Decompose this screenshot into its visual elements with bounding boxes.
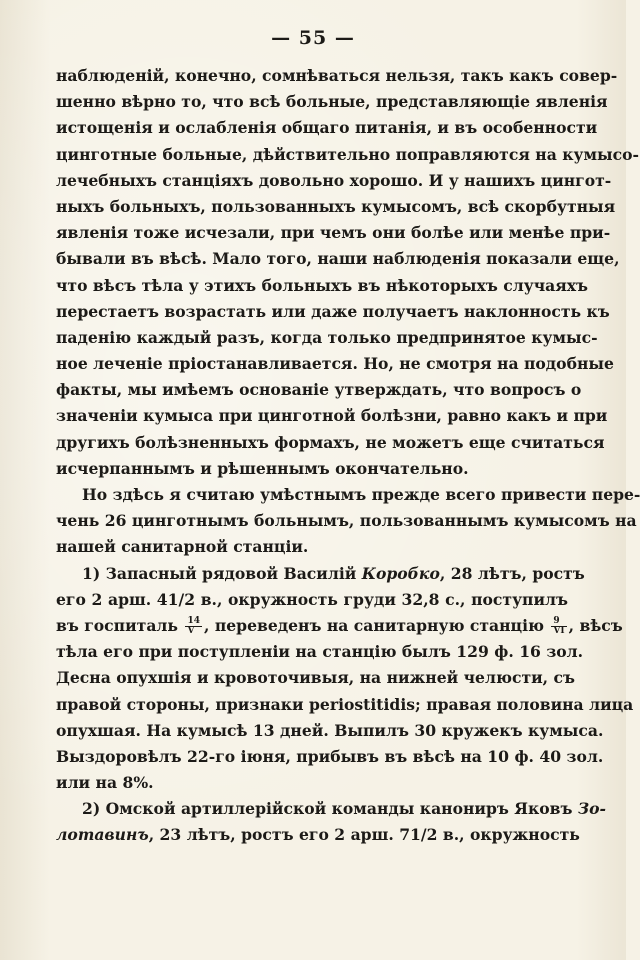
case-text: въ госпиталь [56, 615, 184, 635]
paragraph-kumys-observations [56, 63, 640, 482]
paragraph-patient-list-intro [56, 482, 640, 561]
patient-surname: Зо- [577, 799, 607, 819]
case-text: , переведенъ на санитарную станцію [203, 615, 550, 635]
text-line: исчерпаннымъ и рѣшеннымъ окончательно. [56, 458, 469, 478]
case-text: 2) Омской артиллерійской команды канониръ Яковъ [82, 799, 578, 819]
case-entry-2 [56, 796, 607, 848]
text-line: или на 8%. [56, 773, 154, 793]
text-line: ныхъ больныхъ, пользованныхъ кумысомъ, всѣ скорбутныя [56, 196, 616, 216]
text-line: Выздоровѣлъ 22-го іюня, прибывъ въ вѣсѣ на 10 ф. 40 зол. [56, 746, 604, 766]
text-line: явленія тоже исчезали, при чемъ они болѣе или менѣе при- [56, 223, 611, 243]
fraction-numerator: 14 [187, 616, 200, 627]
text-line: бывали въ вѣсѣ. Мало того, наши наблюденія показали еще, [56, 249, 620, 269]
text-line: что вѣсъ тѣла у этихъ больныхъ въ нѣкоторыхъ случаяхъ [56, 275, 588, 295]
case-text: , 28 лѣтъ, ростъ [439, 563, 585, 583]
fraction: 1/2 [167, 589, 196, 609]
patient-surname: лотавинъ [56, 825, 149, 845]
text-line: ное леченіе пріостанавливается. Но, не смотря на подобные [56, 354, 614, 374]
text-line: значеніи кумыса при цинготной болѣзни, равно какъ и при [56, 406, 608, 426]
case-entry-1 [56, 561, 634, 797]
text-line [56, 822, 580, 848]
date-fraction [185, 617, 202, 636]
case-text: 1) Запасный рядовой Василій [82, 563, 362, 583]
text-line: опухшая. На кумысѣ 13 дней. Выпилъ 30 кружекъ кумыса. [56, 720, 604, 740]
text-line [56, 561, 585, 587]
case-text: его 2 арш. 4 [56, 589, 168, 609]
text-line: Но здѣсь я считаю умѣстнымъ прежде всего привести пере- [82, 485, 640, 504]
text-line: цинготные больные, дѣйствительно поправляются на кумысо- [56, 144, 640, 164]
text-line: перестаетъ возрастать или даже получаетъ наклонность къ [56, 301, 610, 321]
text-line [56, 796, 607, 822]
date-fraction [551, 617, 566, 636]
text-line: нашей санитарной станціи. [56, 537, 309, 557]
text-line: лечебныхъ станціяхъ довольно хорошо. И у нашихъ цингот- [56, 170, 612, 190]
page-number: — 55 — [271, 27, 355, 49]
text-line: шенно вѣрно то, что всѣ больные, представляющіе явленія [56, 92, 608, 112]
text-line: другихъ болѣзненныхъ формахъ, не можетъ еще считаться [56, 432, 605, 452]
patient-surname: Коробко [361, 563, 440, 583]
text-line: чень 26 цинготнымъ больнымъ, пользованнымъ кумысомъ на [56, 511, 637, 531]
text-line: Десна опухшія и кровоточивыя, на нижней челюсти, съ [56, 668, 575, 688]
fraction-numerator: 9 [551, 617, 566, 627]
case-text: в., окружность груди 32,8 с., поступилъ [195, 589, 568, 609]
case-text: , 23 лѣтъ, ростъ его 2 арш. 7 [148, 825, 411, 845]
text-line: тѣла его при поступленіи на станцію былъ 129 ф. 16 зол. [56, 642, 584, 662]
text-line: факты, мы имѣемъ основаніе утверждать, что вопросъ о [56, 380, 582, 400]
fraction: 1/2 [410, 825, 438, 845]
text-line: правой стороны, признаки periostitidis; правая половина лица [56, 694, 634, 714]
fraction-denominator: VI [553, 626, 565, 637]
text-line [56, 613, 623, 639]
text-line: паденію каждый разъ, когда только предпринятое кумыс- [56, 327, 598, 347]
case-text: , вѣсъ [568, 615, 623, 635]
fraction-denominator: V [187, 626, 195, 637]
text-line: наблюденій, конечно, сомнѣваться нельзя, такъ какъ совер- [56, 66, 618, 85]
case-text: в., окружность [437, 825, 580, 845]
body-text [56, 63, 640, 849]
text-line [56, 587, 568, 613]
text-line: истощенія и ослабленія общаго питанія, и въ особенности [56, 118, 598, 138]
